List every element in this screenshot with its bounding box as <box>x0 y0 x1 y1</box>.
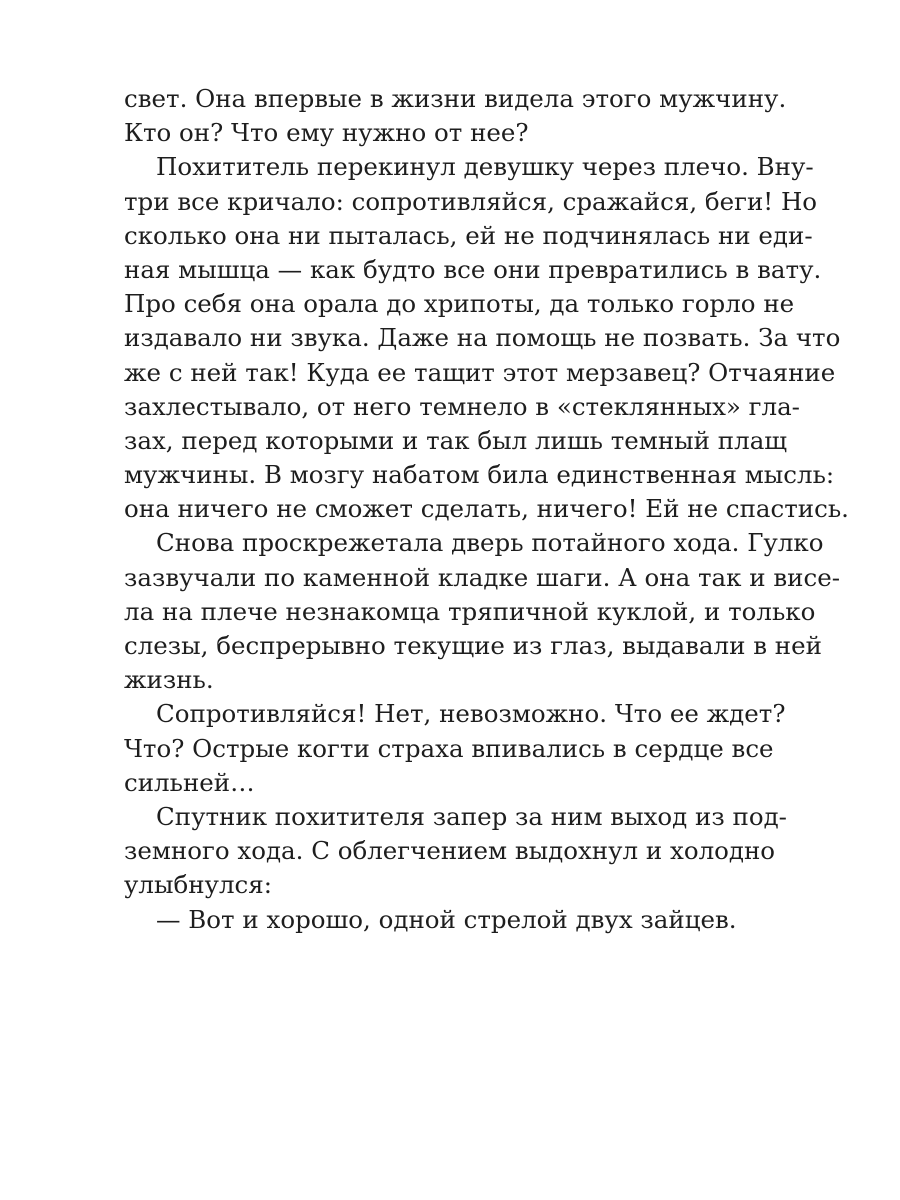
text-line: же с ней так! Куда ее тащит этот мерзавец? Отчаяние <box>124 357 836 387</box>
text-line: ла на плече незнакомца тряпичной куклой, и только <box>124 596 816 626</box>
text-line: мужчины. В мозгу набатом била единственная мысль: <box>124 460 835 490</box>
text-line: зах, перед которыми и так был лишь темный плащ <box>124 425 788 455</box>
text-line: Снова проскрежетала дверь потайного хода. Гулко <box>156 528 824 558</box>
text-line: зазвучали по каменной кладке шаги. А она так и висе- <box>124 562 841 592</box>
text-line: сильней… <box>124 767 255 797</box>
text-line: — Вот и хорошо, одной стрелой двух зайцев. <box>156 904 737 934</box>
text-line: три все кричало: сопротивляйся, сражайся, беги! Но <box>124 186 818 216</box>
text-line: издавало ни звука. Даже на помощь не позвать. За что <box>124 323 841 353</box>
text-line: ная мышца — как будто все они превратились в вату. <box>124 254 822 284</box>
text-line: она ничего не сможет сделать, ничего! Ей не спастись. <box>124 494 849 524</box>
text-line: захлестывало, от него темнело в «стеклянных» гла- <box>124 391 800 421</box>
text-line: Что? Острые когти страха впивались в сердце все <box>124 733 774 763</box>
text-line: Про себя она орала до хрипоты, да только горло не <box>124 289 795 319</box>
text-line: сколько она ни пыталась, ей не подчинялась ни еди- <box>124 220 813 250</box>
text-line: Спутник похитителя запер за ним выход из под- <box>156 801 787 831</box>
text-line: земного хода. С облегчением выдохнул и холодно <box>124 836 776 866</box>
text-line: жизнь. <box>124 665 214 695</box>
text-line: Сопротивляйся! Нет, невозможно. Что ее ждет? <box>156 699 786 729</box>
body-text <box>124 82 849 937</box>
text-line: улыбнулся: <box>124 870 272 900</box>
text-line: слезы, беспрерывно текущие из глаз, выдавали в ней <box>124 631 822 660</box>
text-line: Похититель перекинул девушку через плечо. Вну- <box>156 152 814 182</box>
text-line: свет. Она впервые в жизни видела этого мужчину. <box>124 84 787 113</box>
text-line: Кто он? Что ему нужно от нее? <box>124 118 529 148</box>
